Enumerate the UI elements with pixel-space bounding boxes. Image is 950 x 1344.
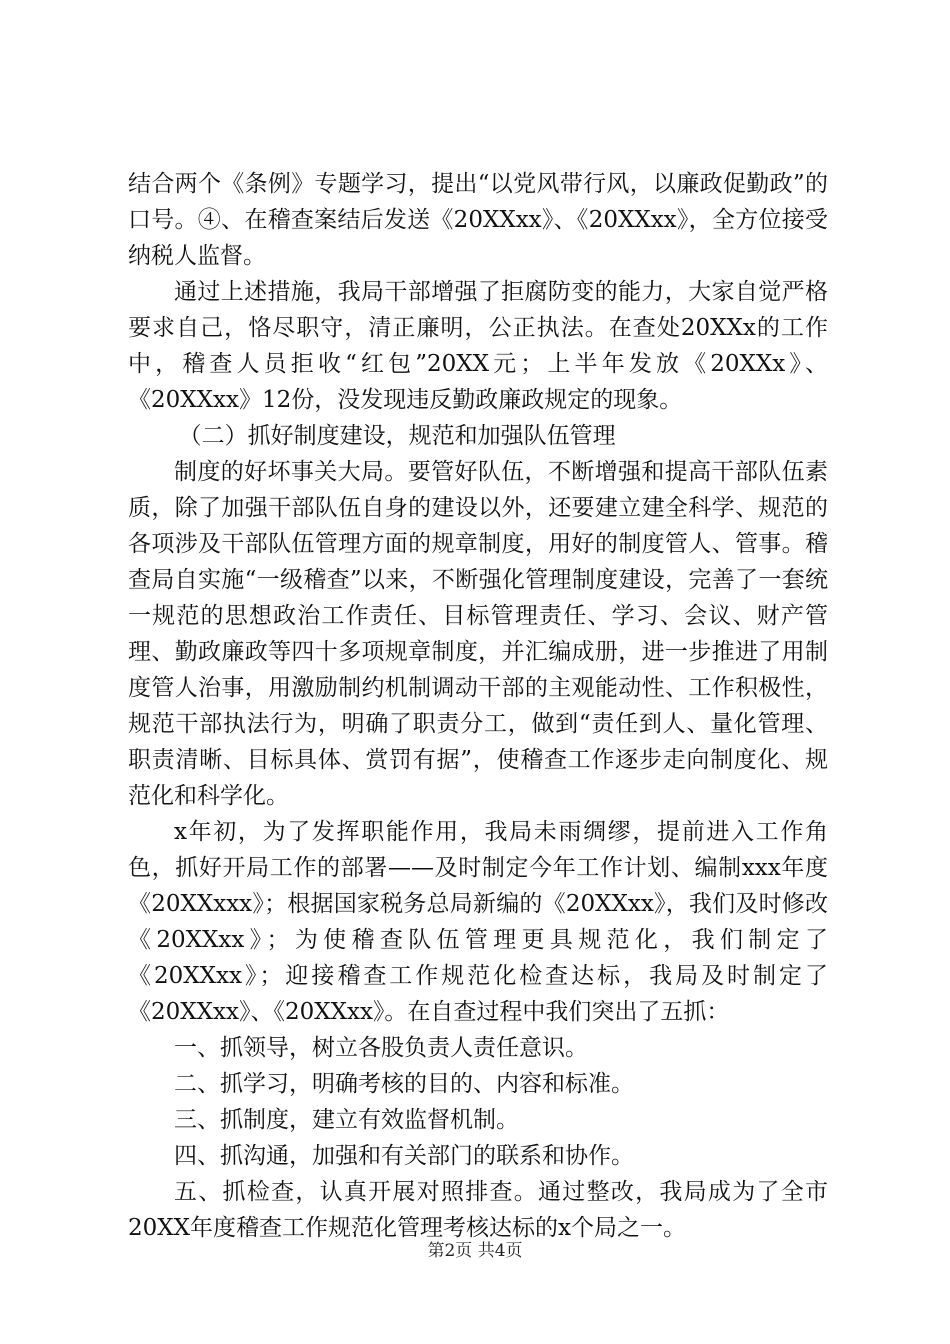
document-body <box>128 166 828 1246</box>
paragraph-results: 通过上述措施，我局干部增强了拒腐防变的能力，大家自觉严格要求自己，恪尽职守，清正廉明，公正执法。在查处20XXx的工作中，稽查人员拒收“红包”20XX元；上半年发放《20XXx》、《20XXxx》12份，没发现违反勤政廉政规定的现象。 <box>128 279 828 413</box>
paragraph-system-building: 制度的好坏事关大局。要管好队伍，不断增强和提高干部队伍素质，除了加强干部队伍自身的建设以外，还要建立建全科学、规范的各项涉及干部队伍管理方面的规章制度，用好的制度管人、管事。稽查局自实施“一级稽查”以来，不断强化管理制度建设，完善了一套统一规范的思想政治工作责任、目标管理责任、学习、会议、财产管理、勤政廉政等四十多项规章制度，并汇编成册，进一步推进了用制度管人治事，用激励制约机制调动干部的主观能动性、工作积极性，规范干部执法行为，明确了职责分工，做到“责任到人、量化管理、职责清晰、目标具体、赏罚有据”，使稽查工作逐步走向制度化、规范化和科学化。 <box>128 459 828 809</box>
paragraph-discipline-measures: 结合两个《条例》专题学习，提出“以党风带行风，以廉政促勤政”的口号。④、在稽查案结后发送《20XXxx》、《20XXxx》，全方位接受纳税人监督。 <box>128 171 828 269</box>
list-item-5: 五、抓检查，认真开展对照排查。通过整改，我局成为了全市20XX年度稽查工作规范化管理考核达标的x个局之一。 <box>128 1179 828 1241</box>
paragraph-year-start: x年初，为了发挥职能作用，我局未雨绸缪，提前进入工作角色，抓好开局工作的部署——及时制定今年工作计划、编制xxx年度《20XXxxx》；根据国家税务总局新编的《20XXxx》，我们及时修改《20XXxx》；为使稽查队伍管理更具规范化，我们制定了《20XXxx》；迎接稽查工作规范化检查达标，我局及时制定了《20XXxx》、《20XXxx》。在自查过程中我们突出了五抓： <box>128 819 828 1025</box>
list-item-3: 三、抓制度，建立有效监督机制。 <box>174 1107 519 1133</box>
list-item-2: 二、抓学习，明确考核的目的、内容和标准。 <box>174 1071 634 1097</box>
list-item-4: 四、抓沟通，加强和有关部门的联系和协作。 <box>174 1143 634 1169</box>
list-item-1: 一、抓领导，树立各股负责人责任意识。 <box>174 1035 588 1061</box>
section-heading-2: （二）抓好制度建设，规范和加强队伍管理 <box>178 423 616 449</box>
page-footer: 第2页 共4页 <box>427 1241 523 1261</box>
